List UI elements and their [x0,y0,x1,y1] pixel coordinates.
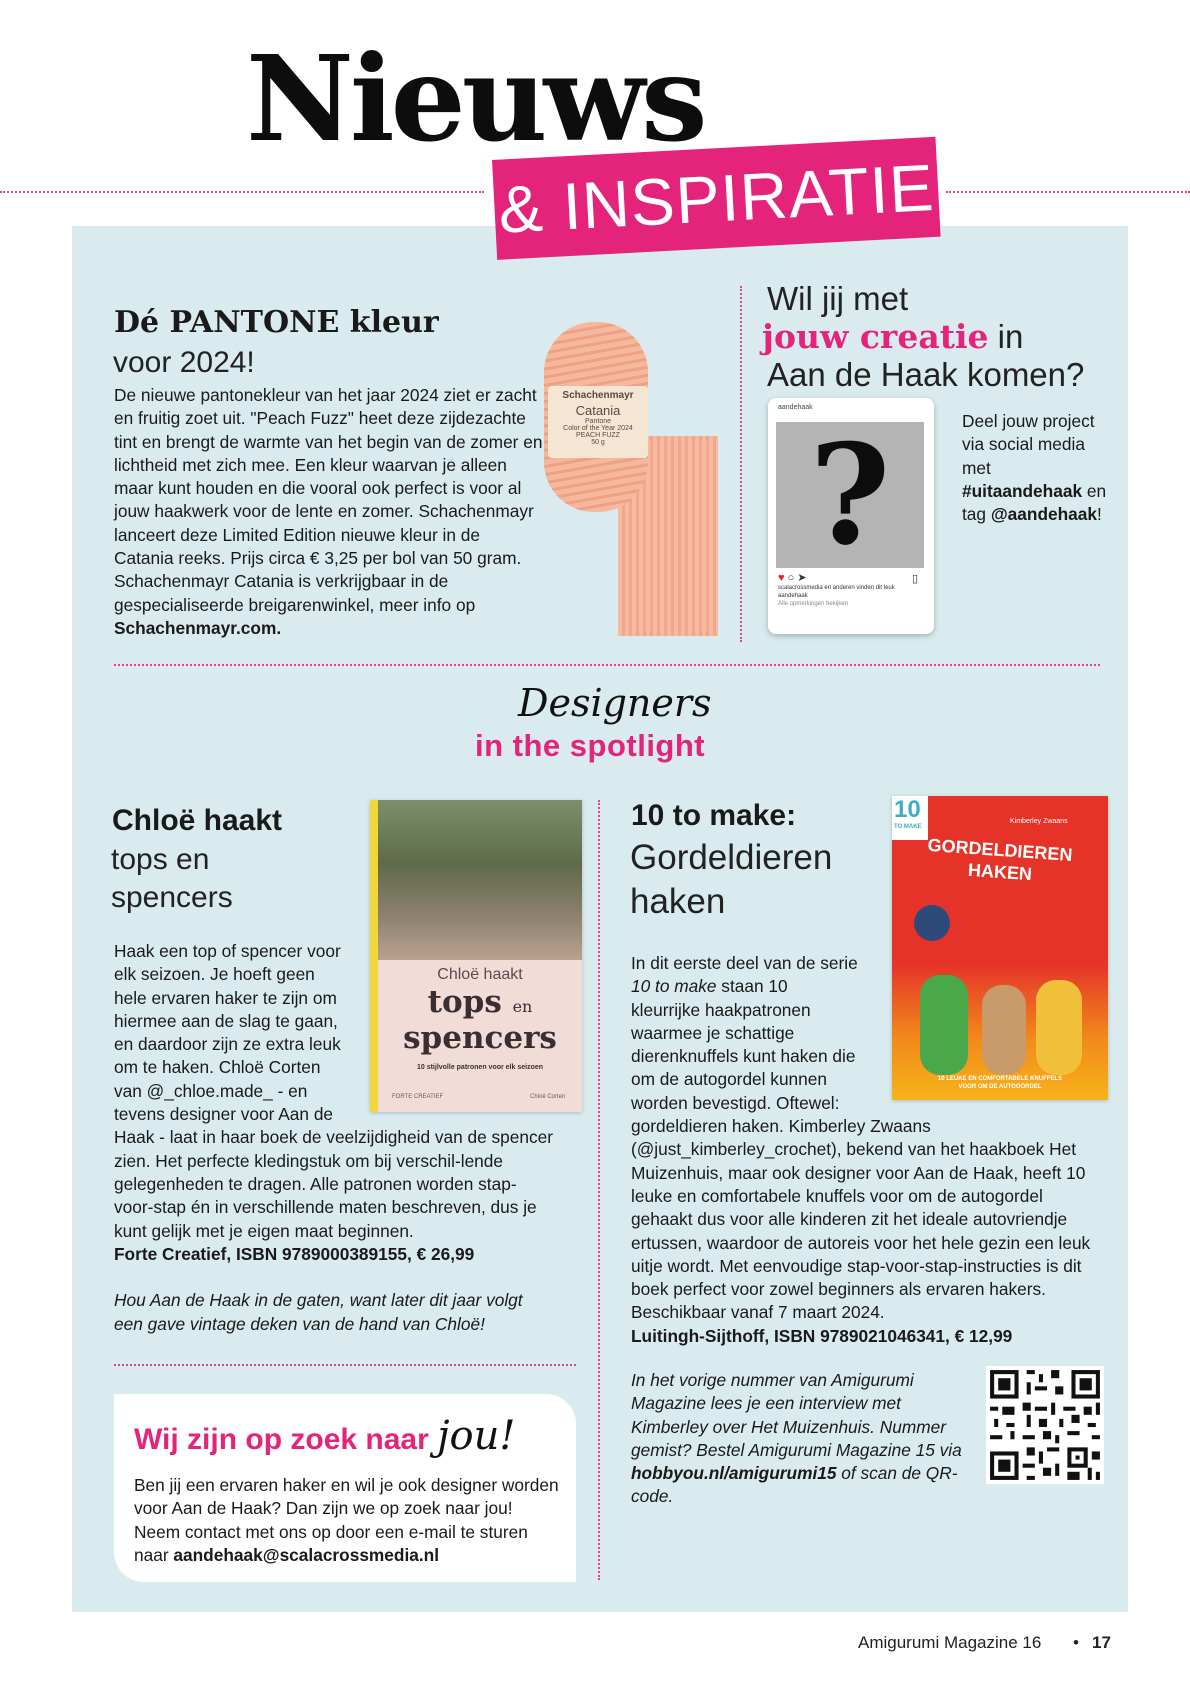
post-comments: Alle opmerkingen bekijken [778,601,849,607]
gordel-book-author-photo [914,905,950,941]
chloe-body [114,940,554,1336]
gordel-note-link[interactable]: hobbyou.nl/amigurumi15 [631,1463,837,1484]
social-highlight: jouw creatie [762,317,989,356]
social-line1: Wil jij met [767,280,909,317]
chloe-subtitle-2: spencers [111,881,233,914]
chloe-isbn: Forte Creatief, ISBN 9789000389155, € 26,99 [114,1243,475,1264]
spotlight-subtitle: in the spotlight [475,728,706,763]
social-text2: en tag [962,480,1107,525]
gordel-body [631,952,1101,1348]
social-line2 [762,318,1023,356]
gordel-book-title2: HAKEN [967,859,1033,885]
yarn-label [548,386,648,458]
social-line2-rest: in [988,318,1024,355]
divider-vertical-bottom [598,800,600,1580]
question-mark: ? [809,413,891,576]
share-icon: ➤ [797,572,807,584]
chloe-note: Hou Aan de Haak in de gaten, want later dit jaar volgt een gave vintage deken van de hand van Chloë! [114,1290,523,1334]
gordel-subtitle-1: Gordeldieren [630,838,833,877]
footer-magazine: Amigurumi Magazine 16 [858,1633,1042,1652]
header-divider-right [946,191,1190,193]
chloe-book-line3: spencers [403,1020,557,1056]
chloe-float-spacer [344,940,554,1110]
qr-code[interactable] [986,1366,1104,1484]
chloe-book-publisher: FORTE CREATIEF [392,1094,444,1100]
chloe-title: Chloë haakt [112,804,283,837]
divider-vertical-top [740,286,742,642]
yarn-weight: 50 g [591,439,605,446]
hashtag: #uitaandehaak [962,480,1083,501]
gordel-book-sub1: 10 LEUKE EN COMFORTABELE KNUFFELS [937,1076,1063,1082]
recruitment-title [134,1414,515,1462]
pantone-body [114,384,544,640]
social-line3: Aan de Haak komen? [767,356,1085,393]
gordel-book-number: 10 [894,796,921,823]
gordel-book-author: Kimberley Zwaans [1010,818,1068,825]
chloe-book-tops: tops [427,984,502,1020]
post-user: aandehaak [778,593,808,599]
gordel-title: 10 to make: [631,799,797,832]
chloe-book-author: Chloë Corten [530,1094,566,1100]
gordel-note-post: of scan de QR-code. [631,1463,958,1507]
pantone-title: Dé PANTONE kleur [114,305,439,340]
header-divider-left [0,191,484,193]
heart-icon: ♥ [778,572,785,584]
page-title: Nieuws [246,29,704,168]
gordel-body-italic: 10 to make [631,976,717,997]
page-number: 17 [1092,1633,1111,1652]
spotlight-title: Designers [518,681,712,725]
chloe-book-photo [376,800,582,960]
divider-horizontal-1 [114,664,1100,666]
social-body [962,410,1112,526]
divider-horizontal-2 [114,1364,576,1366]
gordel-float-spacer [861,952,1101,1110]
gordel-book-sub2: VOOR OM DE AUTOGORDEL [958,1084,1042,1090]
chloe-book-en: en [512,997,533,1016]
gordel-body-post: staan 10 kleurrijke haakpatronen waarmee je schattige dierenknuffels kunt haken die om de autogordel kunnen worden bevestigd. Oftewel: gordeldieren haken. Kimberley Zwaans (@just_kimberley_crochet), bekend van het haakboek Het Muizenhuis, maar ook designer voor Aan de Haak, heeft 10 leuke en comfortabele knuffels voor om de autogordel gehaakt dus voor alle kinderen zit het ideale autovriendje ertussen, waardoor de autoreis voor het hele gezin een leuk uitje wordt. Met eenvoudige stap-voor-stap-instructies is dit boek perfect voor zowel beginners als ervaren hakers. Beschikbaar vanaf 7 maart 2024. [631,976,1091,1323]
post-actions [778,572,807,584]
schachenmayr-link[interactable]: Schachenmayr.com. [114,617,282,638]
banner-text: & INSPIRATIE [496,149,937,247]
gordel-book-tomake: TO MAKE [894,824,922,830]
social-text3: ! [1097,504,1102,525]
bookmark-icon: ▯ [912,573,919,585]
chloe-book-line1: Chloë haakt [437,966,523,983]
comment-icon: ○ [787,572,795,584]
gordel-note-pre: In het vorige nummer van Amigurumi Magazine lees je een interview met Kimberley over Het Muizenhuis. Nummer gemist? Bestel Amigurumi Magazine 15 via [631,1370,962,1460]
post-handle: aandehaak [778,404,813,411]
chloe-body-text: Haak een top of spencer voor elk seizoen. Je hoeft geen hele ervaren haker te zijn om hiermee aan de slag te gaan, en daardoor zijn ze extra leuk om te haken. Chloë Corten van @_chloe.made_ - en tevens designer voor Aan de Haak - laat in haar boek de veelzijdigheid van de spencer zien. Het perfecte kledingstuk om bij verschil-lende gelegenheden te dragen. Alle patronen worden stap-voor-stap én in verschillende maten beschreven, dus je kunt gelijk met je eigen maat beginnen. [114,941,554,1241]
pantone-subtitle: voor 2024! [113,346,255,379]
yarn-name: Catania [575,403,621,418]
yarn-brand: Schachenmayr [562,390,634,401]
yarn-sub2: Color of the Year 2024 [563,425,633,432]
gordel-subtitle-2: haken [630,882,726,921]
social-text1: Deel jouw project via social media met [962,411,1095,478]
gordel-body-pre: In dit eerste deel van de serie [631,953,858,973]
footer-bullet: • [1073,1633,1079,1652]
pantone-body-text: De nieuwe pantonekleur van het jaar 2024 ziet er zacht en fruitig zoet uit. "Peach Fuzz" heet deze zijdezachte tint en brengt de warmte van het begin van de zomer en lichtheid met zich mee. Een kleur waarvan je alleen maar kunt houden en die vooral ook perfect is voor al jouw haakwerk voor de lente en zomer. Schachenmayr lanceert deze Limited Edition nieuwe kleur in de Catania reeks. Prijs circa € 3,25 per bol van 50 gram. Schachenmayr Catania is verkrijgbaar in de gespecialiseerde breigarenwinkel, meer info op [114,385,543,615]
yarn-sub1: Pantone [584,418,612,425]
instagram-tag: @aandehaak [990,504,1098,525]
chloe-subtitle-1: tops en [111,843,210,876]
gordel-isbn: Luitingh-Sijthoff, ISBN 9789021046341, € 12,99 [631,1325,1013,1346]
qr-code-graphic [986,1366,1104,1484]
gordel-book-title1: GORDELDIEREN [926,834,1074,866]
yarn-sub3: PEACH FUZZ [576,432,620,439]
chloe-book-sub: 10 stijlvolle patronen voor elk seizoen [416,1064,544,1071]
post-likes: scalacrossmedia en anderen vinden dit leuk [778,585,895,591]
recruitment-body-text: Ben jij een ervaren haker en wil je ook designer worden voor Aan de Haak? Dan zijn we op zoek naar jou! Neem contact met ons op door een e-mail te sturen naar [134,1475,559,1565]
recruitment-body [134,1474,559,1567]
recruitment-title-text: Wij zijn op zoek naar [134,1423,438,1456]
recruitment-email[interactable]: aandehaak@scalacrossmedia.nl [173,1544,440,1565]
recruitment-title-script: jou! [437,1413,516,1459]
gordel-note [631,1369,971,1509]
